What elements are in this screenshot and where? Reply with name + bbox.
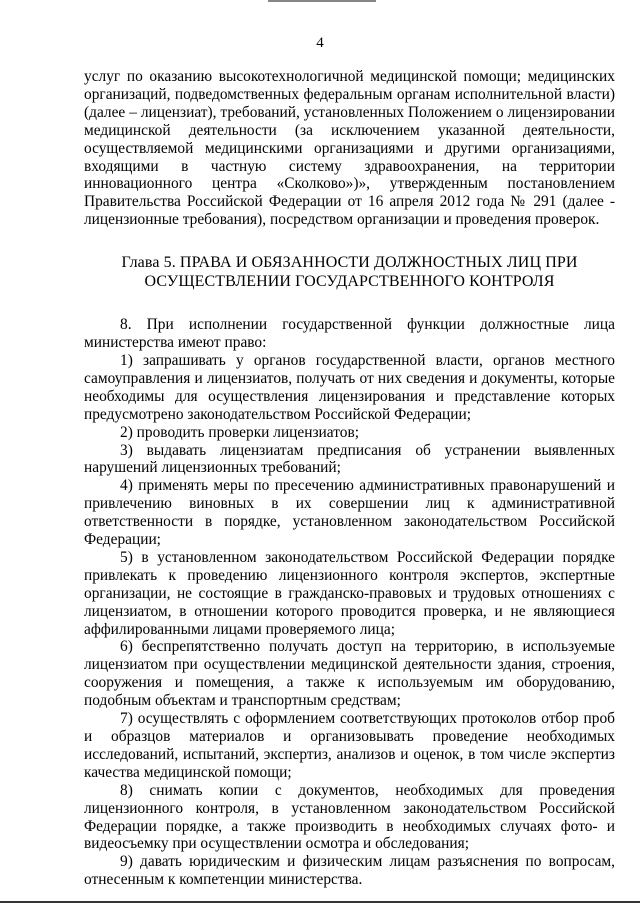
list-item-9: 9) давать юридическим и физическим лицам разъяснения по вопросам, отнесенным к компетенции министерства. [84, 853, 615, 889]
chapter-heading-line-1: Глава 5. ПРАВА И ОБЯЗАННОСТИ ДОЛЖНОСТНЫХ ЛИЦ ПРИ [121, 254, 578, 272]
list-item-5: 5) в установленном законодательством Российской Федерации порядке привлекать к проведению лицензионного контроля экспертов, экспертные организации, не состоящие в гражданско-правовых и трудовых отношениях с лицензиатом, в отношении которого проводится проверка, и не являющиеся аффилированными лицами проверяемого лица; [84, 548, 615, 638]
intro-paragraph: услуг по оказанию высокотехнологичной медицинской помощи; медицинских организаций, подведомственных федеральным органам исполнительной власти) (далее – лицензиат), требований, установленных Положением о лицензировании медицинской деятельности (за исключением указанной деятельности, осуществляемой медицинскими организациями и другими организациями, входящими в частную систему здравоохранения, на территории инновационного центра «Сколково»)», утвержденным постановлением Правительства Российской Федерации от 16 апреля 2012 года № 291 (далее - лицензионные требования), посредством организации и проведения проверок. [84, 68, 615, 229]
list-item-8: 8) снимать копии с документов, необходимых для проведения лицензионного контроля, в установленном законодательством Российской Федерации порядке, а также производить в необходимых случаях фото- и видеосъемку при осуществлении осмотра и обследования; [84, 781, 615, 853]
scan-bottom-edge [0, 901, 640, 903]
list-item-3: 3) выдавать лицензиатам предписания об устранении выявленных нарушений лицензионных требований; [84, 441, 615, 477]
list-item-6: 6) беспрепятственно получать доступ на территорию, в используемые лицензиатом при осуществлении медицинской деятельности здания, строения, сооружения и помещения, а также к используемым им оборудованию, подобным объектам и транспортным средствам; [84, 638, 615, 710]
list-item-2: 2) проводить проверки лицензиатов; [120, 423, 359, 441]
chapter-heading-line-2: ОСУЩЕСТВЛЕНИИ ГОСУДАРСТВЕННОГО КОНТРОЛЯ [144, 273, 555, 291]
list-item-1: 1) запрашивать у органов государственной власти, органов местного самоуправления и лицензиатов, получать от них сведения и документы, которые необходимы для осуществления лицензирования и представление которых предусмотрено законодательством Российской Федерации; [84, 351, 615, 423]
list-item-7: 7) осуществлять с оформлением соответствующих протоколов отбор проб и образцов материалов и организовывать проведение необходимых исследований, испытаний, экспертиз, анализов и оценок, в том числе экспертиз качества медицинской помощи; [84, 710, 615, 781]
page-number: 4 [316, 35, 324, 51]
list-item-4: 4) применять меры по пресечению административных правонарушений и привлечению виновных в их совершении лиц к административной ответственности в порядке, установленном законодательством Российской Федерации; [84, 477, 615, 549]
document-body [84, 68, 615, 889]
scan-edge-mark [268, 0, 376, 2]
chapter-heading [84, 253, 615, 291]
section-8-lead: 8. При исполнении государственной функции должностные лица министерства имеют право: [84, 316, 615, 352]
